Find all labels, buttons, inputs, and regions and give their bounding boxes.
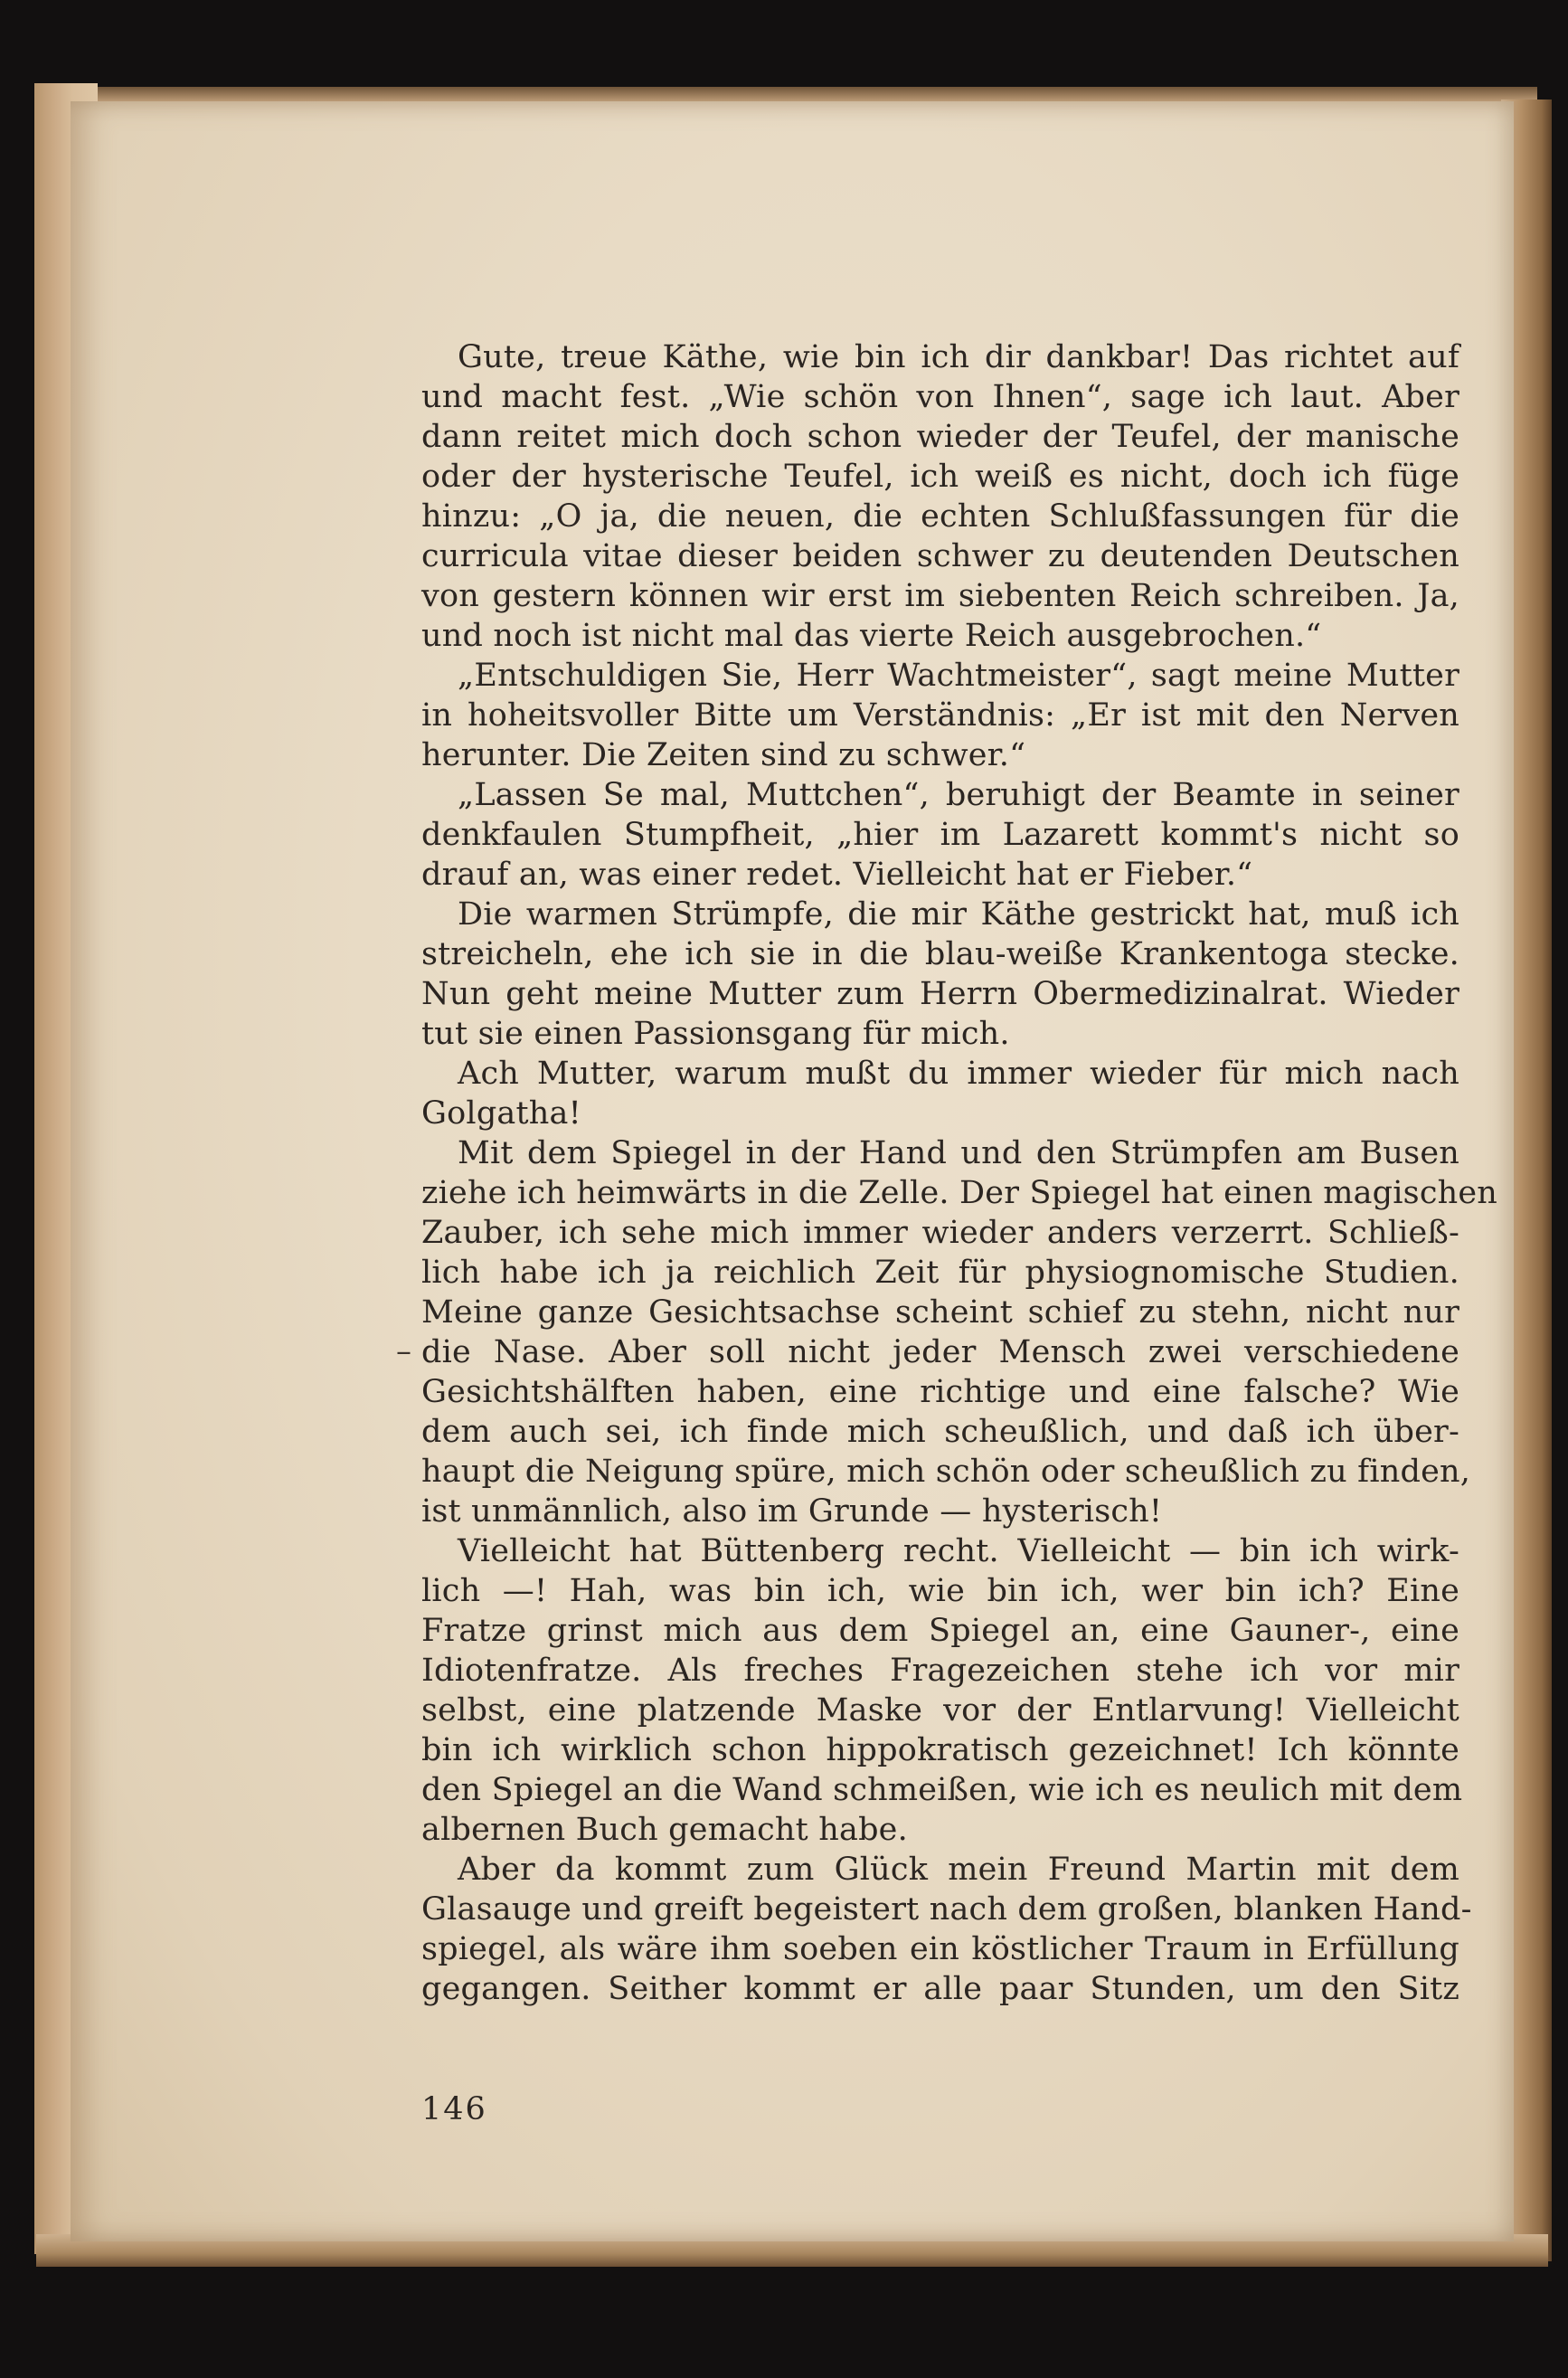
book-page xyxy=(71,101,1514,2241)
text-line: Mit dem Spiegel in der Hand und den Strümpfen am Busen xyxy=(458,1135,1459,1171)
text-line: den Spiegel an die Wand schmeißen, wie ich es neulich mit dem xyxy=(421,1772,1463,1808)
text-line: „Entschuldigen Sie, Herr Wachtmeister“, sagt meine Mutter xyxy=(458,658,1459,694)
page-number: 146 xyxy=(421,2091,487,2127)
text-line: hinzu: „O ja, die neuen, die echten Schlußfassungen für die xyxy=(421,498,1459,535)
text-line: von gestern können wir erst im siebenten Reich schreiben. Ja, xyxy=(421,578,1459,614)
text-line: in hoheitsvoller Bitte um Verständnis: „Er ist mit den Nerven xyxy=(421,697,1459,734)
text-line: streicheln, ehe ich sie in die blau-weiße Krankentoga stecke. xyxy=(421,936,1459,972)
text-line: tut sie einen Passionsgang für mich. xyxy=(421,1016,1010,1052)
text-line: Golgatha! xyxy=(421,1095,581,1132)
text-line: ziehe ich heimwärts in die Zelle. Der Spiegel hat einen magischen xyxy=(421,1175,1498,1211)
text-line: die Nase. Aber soll nicht jeder Mensch zwei verschiedene xyxy=(421,1334,1459,1370)
text-line: drauf an, was einer redet. Vielleicht hat er Fieber.“ xyxy=(421,857,1253,893)
text-line: Nun geht meine Mutter zum Herrn Obermedizinalrat. Wieder xyxy=(421,976,1459,1012)
text-line: selbst, eine platzende Maske vor der Entlarvung! Vielleicht xyxy=(421,1692,1459,1729)
text-line: und macht fest. „Wie schön von Ihnen“, sage ich laut. Aber xyxy=(421,379,1459,415)
text-line: curricula vitae dieser beiden schwer zu deutenden Deutschen xyxy=(421,538,1459,574)
text-line: denkfaulen Stumpfheit, „hier im Lazarett kommt's nicht so xyxy=(421,817,1459,853)
text-line: Gute, treue Käthe, wie bin ich dir dankbar! Das richtet auf xyxy=(458,339,1459,375)
text-line: dem auch sei, ich finde mich scheußlich, und daß ich über- xyxy=(421,1414,1459,1450)
margin-pencil-mark: – xyxy=(396,1333,411,1369)
text-line: „Lassen Se mal, Muttchen“, beruhigt der Beamte in seiner xyxy=(458,777,1459,813)
text-line: Meine ganze Gesichtsachse scheint schief zu stehn, nicht nur xyxy=(421,1294,1459,1331)
text-line: Gesichtshälften haben, eine richtige und eine falsche? Wie xyxy=(421,1374,1459,1410)
text-line: gegangen. Seither kommt er alle paar Stunden, um den Sitz xyxy=(421,1971,1459,2007)
text-line: oder der hysterische Teufel, ich weiß es nicht, doch ich füge xyxy=(421,459,1459,495)
text-line: Glasauge und greift begeistert nach dem großen, blanken Hand- xyxy=(421,1891,1472,1928)
text-line: Zauber, ich sehe mich immer wieder anders verzerrt. Schließ- xyxy=(421,1215,1459,1251)
text-line: ist unmännlich, also im Grunde — hysterisch! xyxy=(421,1493,1163,1530)
text-line: albernen Buch gemacht habe. xyxy=(421,1812,908,1848)
text-line: herunter. Die Zeiten sind zu schwer.“ xyxy=(421,737,1026,773)
text-line: und noch ist nicht mal das vierte Reich ausgebrochen.“ xyxy=(421,618,1322,654)
text-line: bin ich wirklich schon hippokratisch gezeichnet! Ich könnte xyxy=(421,1732,1459,1768)
text-line: Fratze grinst mich aus dem Spiegel an, eine Gauner-, eine xyxy=(421,1613,1459,1649)
text-line: dann reitet mich doch schon wieder der Teufel, der manische xyxy=(421,419,1459,455)
text-line: Ach Mutter, warum mußt du immer wieder für mich nach xyxy=(458,1056,1459,1092)
text-line: lich —! Hah, was bin ich, wie bin ich, wer bin ich? Eine xyxy=(421,1573,1459,1609)
text-line: spiegel, als wäre ihm soeben ein köstlicher Traum in Erfüllung xyxy=(421,1931,1459,1967)
text-line: Vielleicht hat Büttenberg recht. Vielleicht — bin ich wirk- xyxy=(458,1533,1459,1569)
text-line: lich habe ich ja reichlich Zeit für physiognomische Studien. xyxy=(421,1255,1459,1291)
text-line: haupt die Neigung spüre, mich schön oder scheußlich zu finden, xyxy=(421,1454,1471,1490)
text-line: Idiotenfratze. Als freches Fragezeichen stehe ich vor mir xyxy=(421,1653,1459,1689)
text-line: Aber da kommt zum Glück mein Freund Martin mit dem xyxy=(458,1852,1459,1888)
text-line: Die warmen Strümpfe, die mir Käthe gestrickt hat, muß ich xyxy=(458,896,1459,933)
